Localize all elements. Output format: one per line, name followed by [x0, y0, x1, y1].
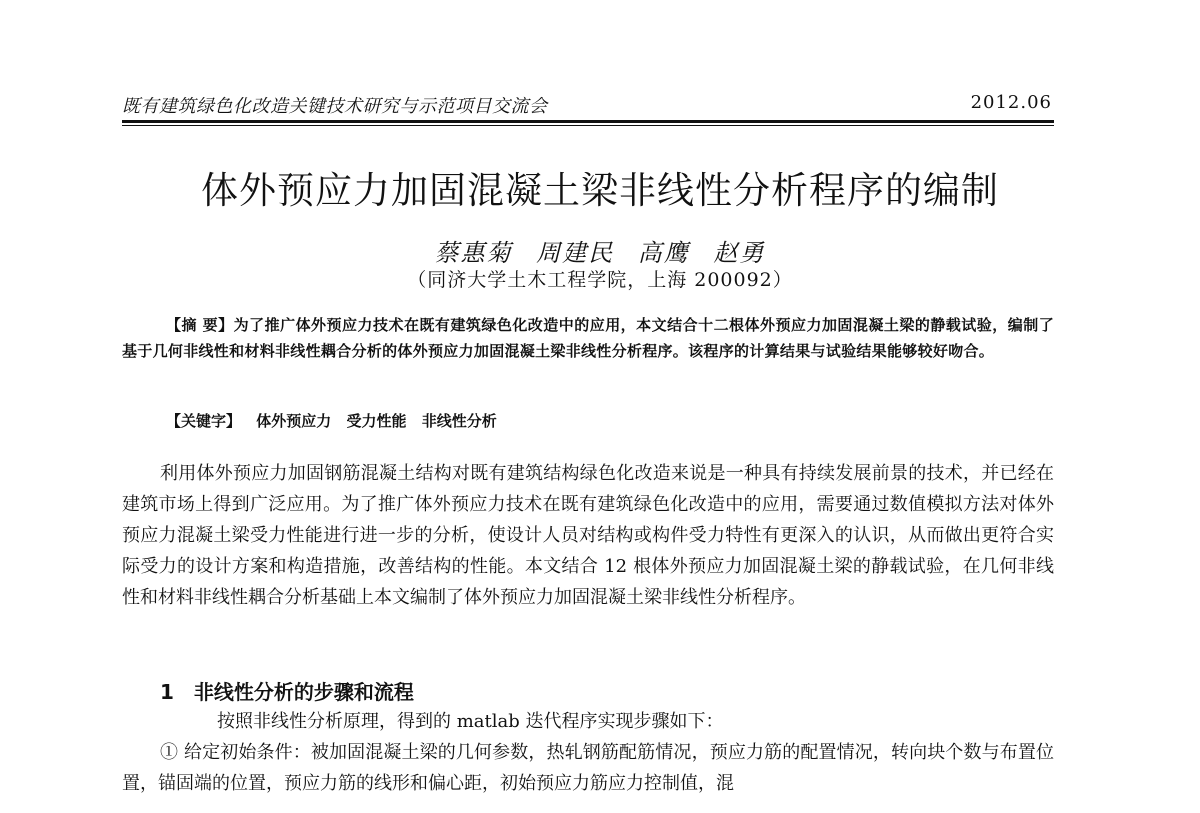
abstract [122, 312, 1054, 364]
keywords-label: 【关键字】 [166, 412, 242, 430]
abstract-label: 【摘 要】 [166, 316, 234, 334]
affiliation: （同济大学土木工程学院，上海 200092） [407, 269, 793, 291]
header-rule-thin [122, 125, 1054, 126]
section-intro: 按照非线性分析原理，得到的 matlab 迭代程序实现步骤如下： [217, 711, 724, 732]
keywords-text: 体外预应力 受力性能 非线性分析 [256, 412, 497, 430]
publication-date: 2012.06 [970, 92, 1052, 113]
author-list: 蔡惠菊 周建民 高鹰 赵勇 [434, 239, 766, 267]
intro-paragraph: 利用体外预应力加固钢筋混凝土结构对既有建筑结构绿色化改造来说是一种具有持续发展前景的技术，并已经在建筑市场上得到广泛应用。为了推广体外预应力技术在既有建筑绿色化改造中的应用，需要通过数值模拟方法对体外预应力混凝土梁受力性能进行进一步的分析，使设计人员对结构或构件受力特性有更深入的认识，从而做出更符合实际受力的设计方案和构造措施，改善结构的性能。本文结合 12 根体外预应力加固混凝土梁的静载试验，在几何非线性和材料非线性耦合分析基础上本文编制了体外预应力加固混凝土梁非线性分析程序。 [122, 463, 1054, 608]
running-header [122, 92, 1052, 118]
step-1-paragraph: ① 给定初始条件：被加固混凝土梁的几何参数，热轧钢筋配筋情况，预应力筋的配置情况，转向块个数与布置位置，锚固端的位置，预应力筋的线形和偏心距，初始预应力筋应力控制值，混 [122, 742, 1054, 794]
section-number: 1 [160, 680, 174, 704]
paper-title: 体外预应力加固混凝土梁非线性分析程序的编制 [201, 169, 999, 212]
header-rule-thick [122, 120, 1054, 123]
keywords [166, 410, 1056, 431]
section-title: 非线性分析的步骤和流程 [193, 680, 414, 704]
section-heading [160, 676, 960, 705]
abstract-text: 为了推广体外预应力技术在既有建筑绿色化改造中的应用，本文结合十二根体外预应力加固混凝土梁的静载试验，编制了基于几何非线性和材料非线性耦合分析的体外预应力加固混凝土梁非线性分析程序。该程序的计算结果与试验结果能够较好吻合。 [122, 316, 1054, 360]
conference-name: 既有建筑绿色化改造关键技术研究与示范项目交流会 [122, 96, 548, 117]
